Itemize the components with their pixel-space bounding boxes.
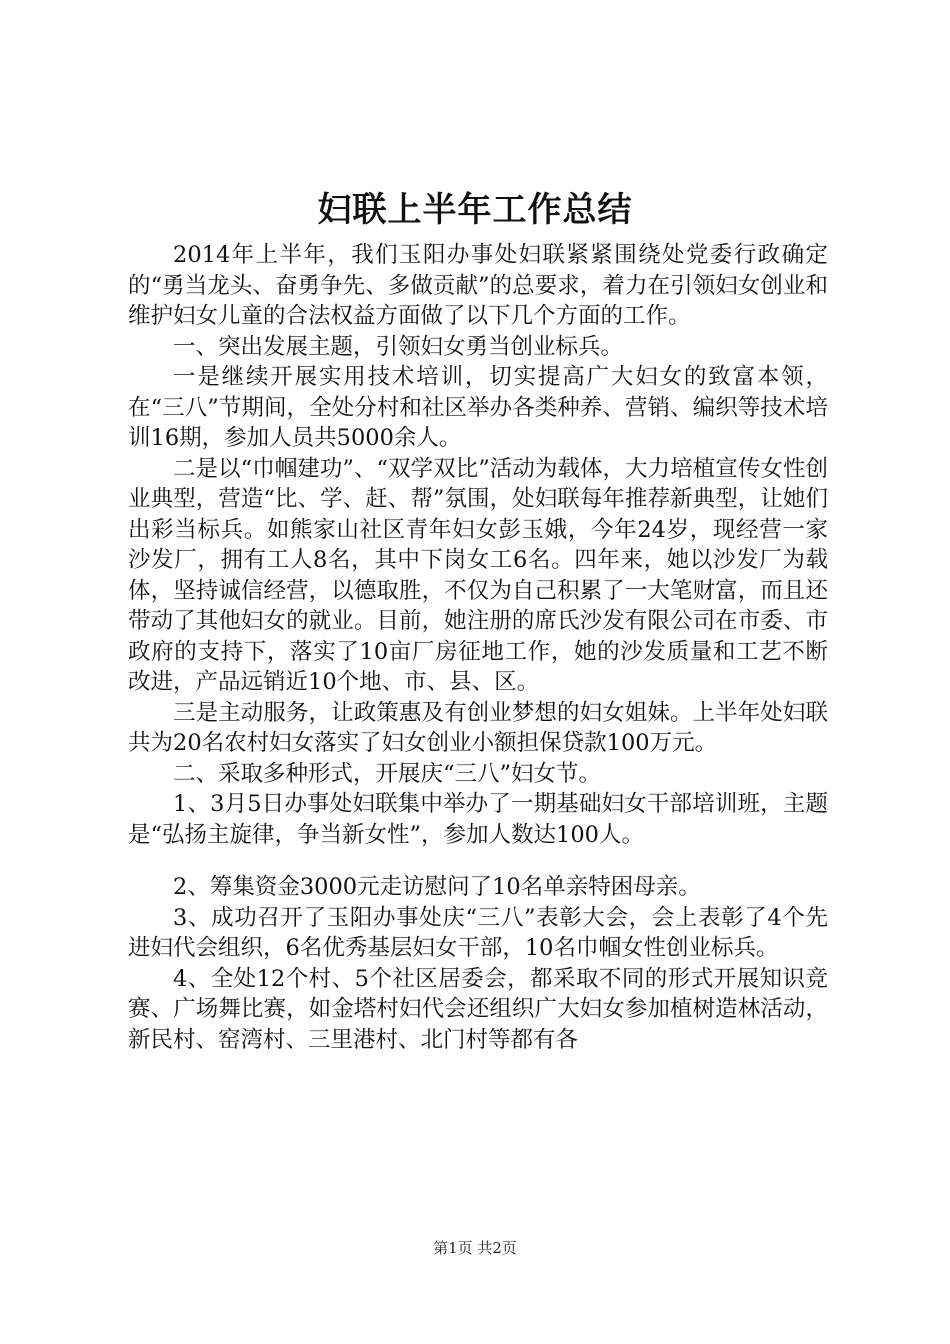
paragraph-item-1: 一是继续开展实用技术培训，切实提高广大妇女的致富本领，在“三八”节期间，全处分村和社区举办各类种养、营销、编织等技术培训16期，参加人员共5000余人。 [128,364,828,451]
page-footer: 第1页 共2页 [433,1239,517,1257]
paragraph-activity-1: 1、3月5日办事处妇联集中举办了一期基础妇女干部培训班，主题是“弘扬主旋律，争当新女性”，参加人数达100人。 [128,791,828,848]
document-body [128,240,828,1055]
document-title: 妇联上半年工作总结 [317,190,633,230]
section-heading-1: 一、突出发展主题，引领妇女勇当创业标兵。 [173,333,624,360]
paragraph-intro: 2014年上半年，我们玉阳办事处妇联紧紧围绕处党委行政确定的“勇当龙头、奋勇争先、多做贡献”的总要求，着力在引领妇女创业和维护妇女儿童的合法权益方面做了以下几个方面的工作。 [128,242,828,329]
paragraph-item-3: 三是主动服务，让政策惠及有创业梦想的妇女姐妹。上半年处妇联共为20名农村妇女落实了妇女创业小额担保贷款100万元。 [128,699,828,756]
paragraph-activity-2: 2、筹集资金3000元走访慰问了10名单亲特困母亲。 [173,874,701,900]
paragraph-activity-3: 3、成功召开了玉阳办事处庆“三八”表彰大会，会上表彰了4个先进妇代会组织，6名优秀基层妇女干部，10名巾帼女性创业标兵。 [128,904,828,961]
paragraph-spacer [128,850,828,872]
section-heading-2: 二、采取多种形式，开展庆“三八”妇女节。 [173,760,602,787]
paragraph-activity-4: 4、全处12个村、5个社区居委会，都采取不同的形式开展知识竞赛、广场舞比赛，如金塔村妇代会还组织广大妇女参加植树造林活动，新民村、窑湾村、三里港村、北门村等都有各 [128,965,828,1053]
paragraph-item-2: 二是以“巾帼建功”、“双学双比”活动为载体，大力培植宣传女性创业典型，营造“比、学、赶、帮”氛围，处妇联每年推荐新典型，让她们出彩当标兵。如熊家山社区青年妇女彭玉娥，今年24岁，现经营一家沙发厂，拥有工人8名，其中下岗女工6名。四年来，她以沙发厂为载体，坚持诚信经营，以德取胜，不仅为自己积累了一大笔财富，而且还带动了其他妇女的就业。目前，她注册的席氏沙发有限公司在市委、市政府的支持下，落实了10亩厂房征地工作，她的沙发质量和工艺不断改进，产品远销近10个地、市、县、区。 [128,455,828,695]
